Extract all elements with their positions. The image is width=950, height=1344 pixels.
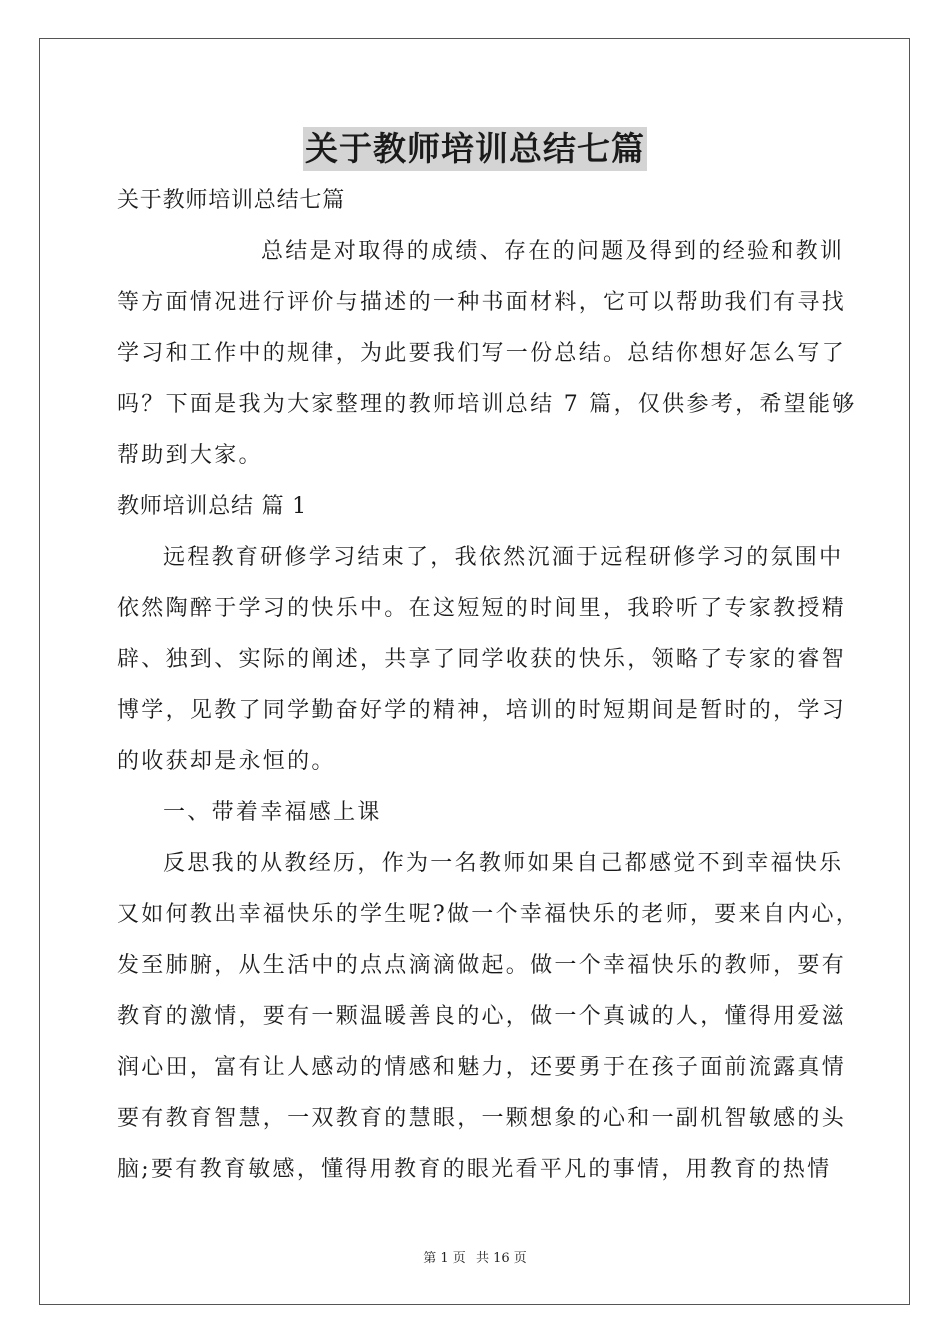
paragraph-line: 发至肺腑，从生活中的点点滴滴做起。做一个幸福快乐的教师，要有 <box>117 953 847 978</box>
paragraph-line: 脑;要有教育敏感，懂得用教育的眼光看平凡的事情，用教育的热情 <box>117 1157 832 1182</box>
page-number: 第 1 页 <box>423 1251 466 1266</box>
page-total: 共 16 页 <box>475 1251 527 1266</box>
paragraph-line: 远程教育研修学习结束了，我依然沉湎于远程研修学习的氛围中 <box>163 545 844 570</box>
page-footer <box>0 1247 950 1266</box>
document-title-block <box>0 127 950 171</box>
paragraph-line: 又如何教出幸福快乐的学生呢?做一个幸福快乐的老师，要来自内心， <box>117 902 861 927</box>
paragraph-line: 帮助到大家。 <box>117 443 263 468</box>
paragraph-line: 要有教育智慧，一双教育的慧眼，一颗想象的心和一副机智敏感的头 <box>117 1106 847 1131</box>
paragraph-line: 润心田，富有让人感动的情感和魅力，还要勇于在孩子面前流露真情 <box>117 1055 847 1080</box>
paragraph-line: 学习和工作中的规律，为此要我们写一份总结。总结你想好怎么写了 <box>117 341 847 366</box>
paragraph-line: 的收获却是永恒的。 <box>117 749 336 774</box>
paragraph-line: 吗？下面是我为大家整理的教师培训总结 7 篇，仅供参考，希望能够 <box>117 392 857 417</box>
section-heading: 教师培训总结 篇 1 <box>117 494 307 519</box>
paragraph-line: 反思我的从教经历，作为一名教师如果自己都感觉不到幸福快乐 <box>163 851 844 876</box>
paragraph-line: 教育的激情，要有一颗温暖善良的心，做一个真诚的人，懂得用爱滋 <box>117 1004 847 1029</box>
paragraph-line: 依然陶醉于学习的快乐中。在这短短的时间里，我聆听了专家教授精 <box>117 596 847 621</box>
subsection-heading: 一、带着幸福感上课 <box>163 800 382 825</box>
paragraph-line: 总结是对取得的成绩、存在的问题及得到的经验和教训 <box>261 239 845 264</box>
paragraph-line: 等方面情况进行评价与描述的一种书面材料，它可以帮助我们有寻找 <box>117 290 847 315</box>
paragraph-line: 辟、独到、实际的阐述，共享了同学收获的快乐，领略了专家的睿智 <box>117 647 847 672</box>
subtitle-line: 关于教师培训总结七篇 <box>117 188 346 213</box>
paragraph-line: 博学，见教了同学勤奋好学的精神，培训的时短期间是暂时的，学习 <box>117 698 847 723</box>
document-body <box>117 175 861 1195</box>
document-title: 关于教师培训总结七篇 <box>303 127 647 171</box>
